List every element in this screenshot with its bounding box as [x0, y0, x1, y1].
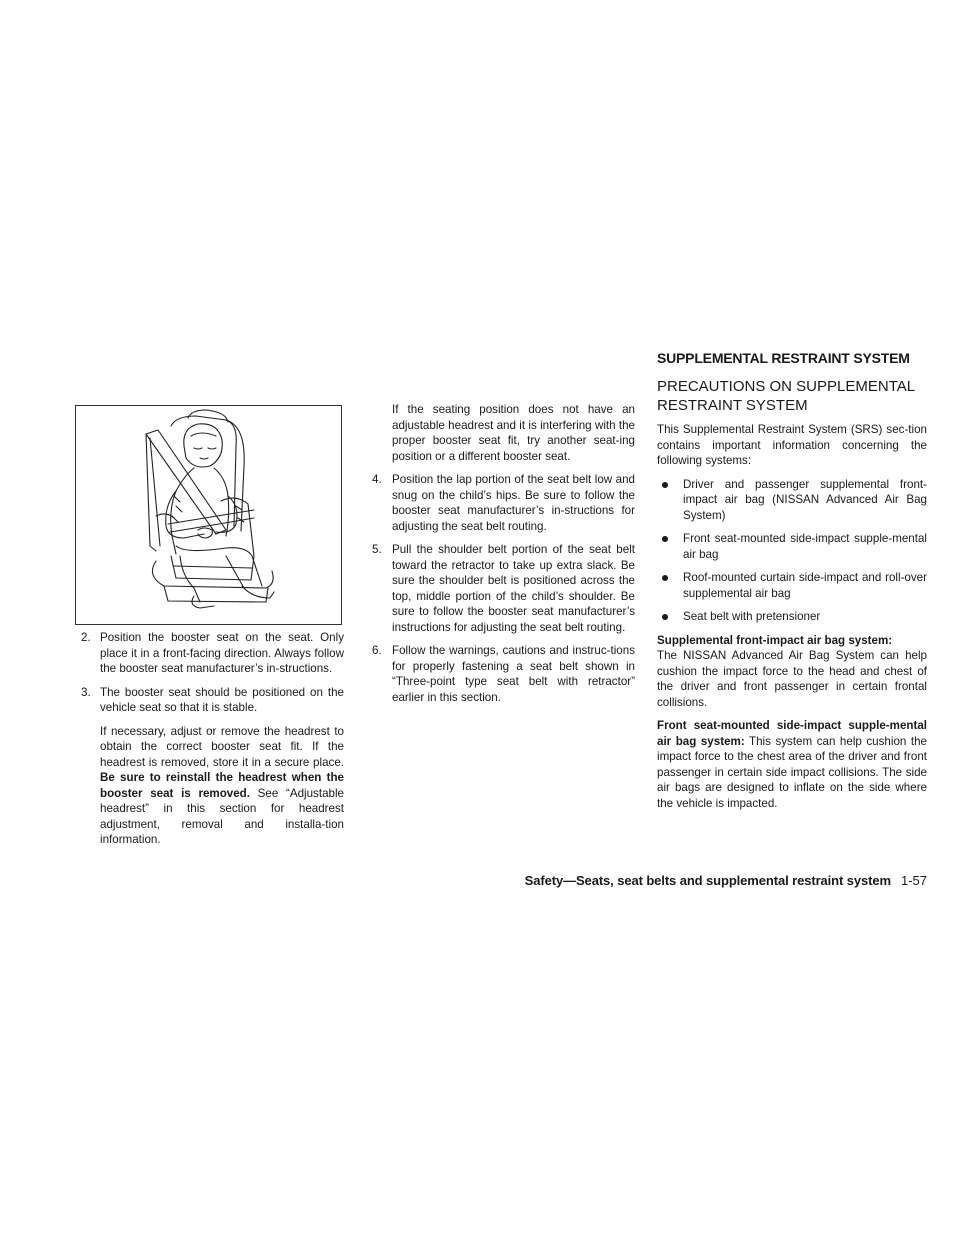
list-item: [657, 570, 927, 601]
step-number: 6.: [372, 644, 382, 657]
bullet-icon: [662, 482, 668, 488]
front-impact-paragraph: [657, 633, 927, 711]
side-impact-label: Front seat-mounted side-impact supple-mental air bag system:: [657, 719, 927, 748]
list-item: [657, 477, 927, 524]
step-text: Follow the warnings, cautions and instruc-tions for properly fastening a seat belt shown in “Three-point type seat belt with retractor” earlier in this section.: [392, 644, 635, 704]
side-impact-text: This system can help cushion the impact force to the chest area of the driver and front passenger in certain side impact collisions. The side air bags are designed to inflate on the side where the vehicle is impacted.: [657, 734, 927, 810]
bullet-text: Roof-mounted curtain side-impact and roll-over supplemental air bag: [683, 571, 927, 600]
front-impact-label: Supplemental front-impact air bag system:: [657, 633, 893, 647]
middle-column: [372, 402, 635, 713]
bullet-icon: [662, 536, 668, 542]
step-number: 5.: [372, 543, 382, 556]
section-heading: SUPPLEMENTAL RESTRAINT SYSTEM: [657, 350, 910, 366]
headrest-paragraph: [75, 724, 344, 848]
step-text: Pull the shoulder belt portion of the seat belt toward the retractor to take up extra slack. Be sure the shoulder belt is positioned across the top, middle portion of the child’s shoulder. Be sure to follow the booster seat manufacturer’s instructions for adjusting the seat belt routing.: [392, 543, 635, 634]
step-number: 3.: [81, 685, 91, 699]
step-4: [372, 472, 635, 534]
headrest-text-post: See “Adjustable headrest” in this section for headrest adjustment, removal and installa-tion information.: [100, 786, 344, 846]
step-text: Position the lap portion of the seat belt low and snug on the child’s hips. Be sure to follow the booster seat manufacturer’s in-structions for adjusting the seat belt routing.: [392, 473, 635, 533]
subsection-heading: PRECAUTIONS ON SUPPLEMENTAL RESTRAINT SYSTEM: [657, 378, 915, 414]
page-number: 1-57: [900, 873, 927, 888]
side-impact-paragraph: [657, 718, 927, 811]
headrest-warning: Be sure to reinstall the headrest when the booster seat is removed.: [100, 771, 344, 800]
step-2: [75, 630, 344, 677]
step-5: [372, 542, 635, 635]
step-6: [372, 643, 635, 705]
list-item: [657, 531, 927, 562]
bullet-text: Driver and passenger supplemental front-impact air bag (NISSAN Advanced Air Bag System): [683, 477, 927, 522]
child-in-booster-seat-drawing: [76, 406, 342, 625]
srs-intro-paragraph: This Supplemental Restraint System (SRS) sec-tion contains important information concerning the following systems:: [657, 423, 927, 467]
footer-section-title: Safety—Seats, seat belts and supplemental restraint system: [524, 873, 891, 888]
front-impact-text: The NISSAN Advanced Air Bag System can help cushion the impact force to the head and chest of the driver and front passenger in certain frontal collisions.: [657, 649, 927, 709]
list-item: [657, 609, 927, 625]
step-number: 2.: [81, 631, 91, 644]
left-column: [75, 405, 344, 856]
right-column: [657, 350, 927, 819]
step-text: Position the booster seat on the seat. Only place it in a front-facing direction. Always follow the booster seat manufacturer’s in-structions.: [100, 631, 344, 675]
step-number: 4.: [372, 473, 382, 486]
page-footer: [525, 873, 927, 889]
bullet-icon: [662, 614, 668, 620]
step-text: The booster seat should be positioned on the vehicle seat so that it is stable.: [100, 685, 344, 714]
step-3: [75, 685, 344, 716]
booster-seat-illustration: [75, 405, 342, 625]
bullet-text: Seat belt with pretensioner: [683, 610, 821, 623]
bullet-text: Front seat-mounted side-impact supple-mental air bag: [683, 532, 927, 561]
headrest-text-pre: If necessary, adjust or remove the headrest to obtain the correct booster seat fit. If the headrest is removed, store it in a secure place.: [100, 724, 344, 769]
seating-position-paragraph: If the seating position does not have an adjustable headrest and it is interfering with the proper booster seat fit, try another seat-ing position or a different booster seat.: [392, 403, 635, 463]
bullet-icon: [662, 575, 668, 581]
